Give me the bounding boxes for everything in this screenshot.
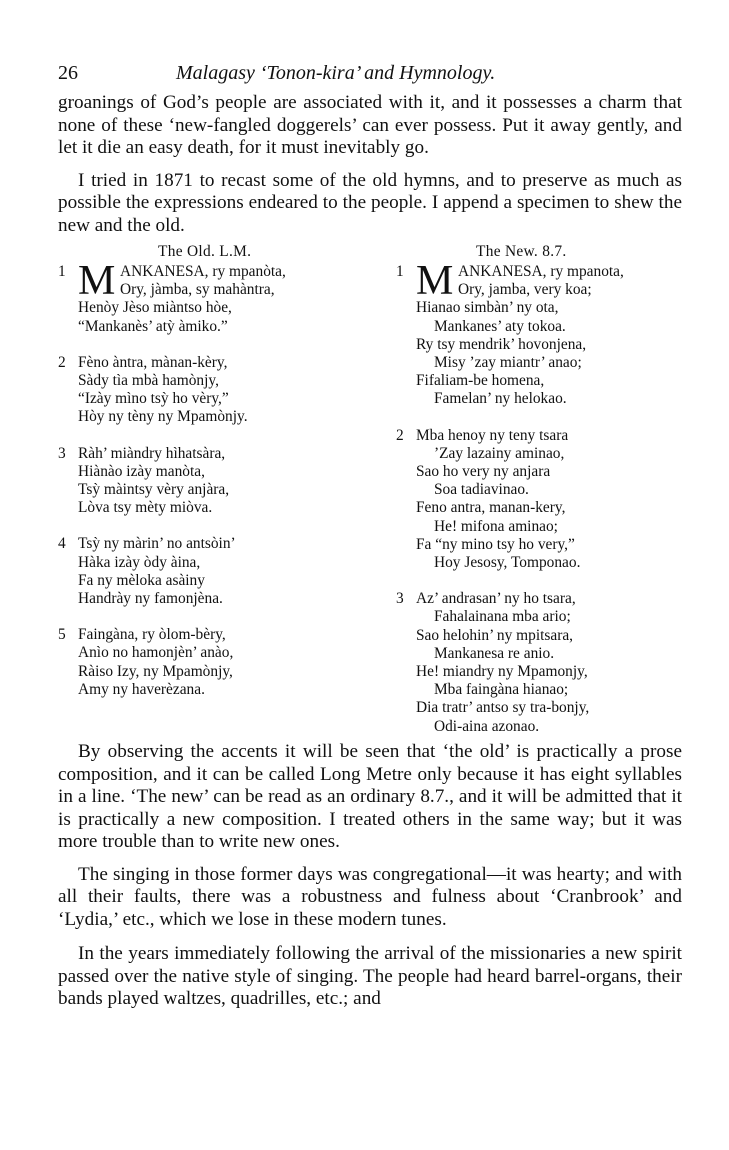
- paragraph-missionaries: In the years immediately following the arrival of the missionaries a new spirit passed over the native style of singing. The people had heard barrel-organs, their bands played waltzes, quadrilles, etc.; and: [58, 943, 682, 1009]
- old-stanza-4: [58, 535, 378, 608]
- verse-line: Handrày ny famonjèna.: [78, 590, 223, 608]
- verse-line: Famelan’ ny helokao.: [434, 390, 567, 408]
- drop-cap: M: [78, 258, 116, 304]
- verse-line: Sao helohin’ ny mpitsara,: [416, 626, 574, 644]
- verse-line: Tsỳ màintsy vèry anjàra,: [78, 481, 230, 499]
- verse-line: Anìo no hamonjèn’ anào,: [78, 644, 234, 662]
- verse-line: Soa tadiavinao.: [434, 481, 529, 499]
- page-number: 26: [58, 62, 78, 84]
- running-title: Malagasy ‘Tonon-kira’ and Hymnology.: [176, 62, 496, 84]
- verse-line: “Izày mìno tsỳ ho vèry,”: [78, 390, 229, 408]
- verse-line: Fa “ny mino tsy ho very,”: [416, 535, 575, 553]
- verse-line: ANKANESA, ry mpanòta,: [120, 263, 286, 280]
- stanza-number: 1: [396, 263, 404, 280]
- verse-line: Ràiso Izy, ny Mpamònjy,: [78, 662, 233, 680]
- stanza-number: 3: [58, 444, 66, 462]
- hymn-comparison: [58, 243, 682, 733]
- book-page: [58, 62, 682, 1011]
- new-stanza-1: [396, 258, 686, 409]
- paragraph-recast: I tried in 1871 to recast some of the old hymns, and to preserve as much as possible the expressions endeared to the people. I append a specimen to shew the new and the old.: [58, 169, 682, 236]
- stanza-number: 2: [58, 353, 66, 371]
- stanza-number: 5: [58, 626, 66, 644]
- drop-cap: M: [416, 258, 454, 304]
- new-hymn-heading: The New. 8.7.: [476, 243, 567, 260]
- verse-line: Mankanes’ aty tokoa.: [434, 317, 566, 335]
- stanza-number: 2: [396, 426, 404, 444]
- verse-line: Hiànào izày manòta,: [78, 462, 205, 480]
- old-hymn-column: [58, 243, 378, 699]
- verse-line: Faingàna, ry òlom-bèry,: [78, 626, 226, 644]
- verse-line: Misy ’zay miantr’ anao;: [434, 354, 582, 372]
- old-stanza-3: [58, 445, 378, 518]
- stanza-number: 3: [396, 590, 404, 608]
- verse-line: Ry tsy mendrik’ hovonjena,: [416, 335, 587, 353]
- old-hymn-heading: The Old. L.M.: [158, 243, 252, 260]
- verse-line: Dia tratr’ antso sy tra-bonjy,: [416, 699, 590, 717]
- verse-line: “Mankanès’ atỳ àmiko.”: [78, 317, 228, 335]
- verse-line: Hianao simbàn’ ny ota,: [416, 299, 559, 317]
- verse-line: Odi-aina azonao.: [434, 717, 540, 735]
- paragraph-accents: By observing the accents it will be seen that ‘the old’ is practically a prose composition, and it can be called Long Metre only because it has eight syllables in a line. ‘The new’ can be read as an ordinary 8.7., and it will be admitted that it is practically a new composition. I treated others in the same way; but it was more trouble than to write new ones.: [58, 741, 682, 852]
- stanza-number: 1: [58, 263, 66, 280]
- new-stanza-2: [396, 427, 686, 573]
- verse-line: He! miandry ny Mpamonjy,: [416, 663, 588, 681]
- paragraph-singing: The singing in those former days was congregational—it was hearty; and with all their faults, there was a robustness and fulness about ‘Cranbrook’ and ‘Lydia,’ etc., which we lose in these modern tunes.: [58, 863, 682, 930]
- new-stanza-3: [396, 590, 686, 736]
- verse-line: Hàka izày òdy àina,: [78, 553, 201, 571]
- verse-line: ANKANESA, ry mpanota,: [458, 263, 624, 280]
- verse-line: Sao ho very ny anjara: [416, 463, 551, 481]
- old-stanza-2: [58, 354, 378, 427]
- verse-line: Fifaliam-be homena,: [416, 372, 545, 390]
- verse-line: Ory, jàmba, sy mahàntra,: [120, 281, 275, 299]
- verse-line: Mankanesa re anio.: [434, 644, 555, 662]
- old-stanza-5: [58, 626, 378, 699]
- page-header: [58, 62, 682, 92]
- new-hymn-column: [396, 243, 686, 736]
- verse-line: ’Zay lazainy aminao,: [434, 444, 565, 462]
- verse-line: Fèno àntra, mànan-kèry,: [78, 353, 228, 371]
- verse-line: Hòy ny tèny ny Mpamònjy.: [78, 408, 248, 426]
- verse-line: Fahalainana mba ario;: [434, 608, 571, 626]
- verse-line: Hoy Jesosy, Tomponao.: [434, 554, 581, 572]
- verse-line: Feno antra, manan-kery,: [416, 499, 566, 517]
- stanza-number: 4: [58, 535, 66, 553]
- old-stanza-1: [58, 258, 378, 336]
- verse-line: Lòva tsy mèty miòva.: [78, 499, 213, 517]
- verse-line: Fa ny mèloka asàiny: [78, 571, 205, 589]
- verse-line: Henòy Jèso miàntso hòe,: [78, 299, 232, 317]
- verse-line: Ory, jamba, very koa;: [458, 281, 592, 299]
- verse-line: Mba henoy ny teny tsara: [416, 426, 569, 444]
- verse-line: Az’ andrasan’ ny ho tsara,: [416, 590, 576, 608]
- verse-line: He! mifona aminao;: [434, 517, 558, 535]
- verse-line: Tsỳ ny màrin’ no antsòin’: [78, 535, 236, 553]
- verse-line: Mba faingàna hianao;: [434, 681, 569, 699]
- paragraph-continued: groanings of God’s people are associated with it, and it possesses a charm that none of these ‘new-fangled doggerels’ can ever possess. Put it away gently, and let it die an easy death, for it must inevitably go.: [58, 92, 682, 158]
- verse-line: Ràh’ miàndry hìhatsàra,: [78, 444, 226, 462]
- verse-line: Amy ny haverèzana.: [78, 680, 205, 698]
- verse-line: Sàdy tìa mbà hamònjy,: [78, 372, 219, 390]
